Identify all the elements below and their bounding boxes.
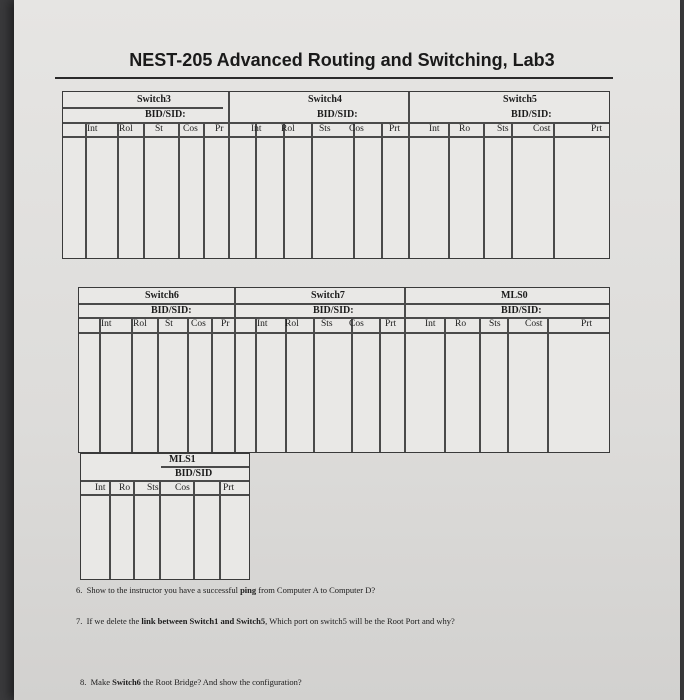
column-header: Pr	[215, 124, 224, 134]
question-8: 8. Make Switch6 the Root Bridge? And show the configuration?	[80, 677, 302, 687]
switch-name: Switch6	[145, 290, 179, 301]
column-header: Cos	[349, 319, 364, 329]
column-header: Rol	[285, 319, 299, 329]
column-header: Int	[425, 319, 436, 329]
column-header: Pr	[221, 319, 230, 329]
column-header: St	[165, 319, 173, 329]
bid-sid-label: BID/SID:	[313, 305, 354, 316]
switch-name: Switch5	[503, 94, 537, 105]
column-header: Prt	[591, 124, 603, 134]
bid-sid-label: BID/SID:	[317, 109, 358, 120]
column-header: Int	[257, 319, 268, 329]
column-header: Rol	[119, 124, 133, 134]
column-header: Prt	[223, 483, 235, 493]
bid-sid-label: BID/SID:	[151, 305, 192, 316]
bid-sid-label: BID/SID:	[511, 109, 552, 120]
column-header: Int	[251, 124, 262, 134]
switch-name: MLS0	[501, 290, 528, 301]
title-divider	[55, 77, 613, 79]
column-header: Int	[429, 124, 440, 134]
bid-sid-label: BID/SID:	[145, 109, 186, 120]
question-6: 6. Show to the instructor you have a successful ping from Computer A to Computer D?	[76, 585, 376, 595]
column-header: Cost	[525, 319, 543, 329]
column-header: Cos	[183, 124, 198, 134]
column-header: Rol	[133, 319, 147, 329]
page-title: NEST-205 Advanced Routing and Switching, Lab3	[129, 50, 555, 70]
column-header: Int	[95, 483, 106, 493]
bid-sid-label: BID/SID:	[501, 305, 542, 316]
column-header: Prt	[581, 319, 593, 329]
column-header: Prt	[389, 124, 401, 134]
column-header: Sts	[489, 319, 501, 329]
column-header: Cos	[175, 483, 190, 493]
stp-table-mls1	[80, 453, 250, 580]
column-header: Ro	[459, 124, 471, 134]
column-header: Cos	[191, 319, 206, 329]
switch-name: Switch4	[308, 94, 342, 105]
column-header: Ro	[455, 319, 467, 329]
stp-table-middle	[78, 287, 610, 453]
column-header: Int	[101, 319, 112, 329]
column-header: Cost	[533, 124, 551, 134]
column-header: Sts	[319, 124, 331, 134]
column-header: Cos	[349, 124, 364, 134]
column-header: Rol	[281, 124, 295, 134]
column-header: Sts	[147, 483, 159, 493]
column-header: Ro	[119, 483, 131, 493]
switch-name: Switch7	[311, 290, 345, 301]
column-header: St	[155, 124, 163, 134]
column-header: Int	[87, 124, 98, 134]
column-header: Prt	[385, 319, 397, 329]
column-header: Sts	[497, 124, 509, 134]
question-7: 7. If we delete the link between Switch1 and Switch5, Which port on switch5 will be the Root Port and why?	[76, 616, 455, 626]
bid-sid-label: BID/SID	[175, 468, 213, 479]
stp-table-top	[62, 91, 610, 259]
switch-name: MLS1	[169, 454, 196, 465]
switch-name: Switch3	[137, 94, 171, 105]
column-header: Sts	[321, 319, 333, 329]
